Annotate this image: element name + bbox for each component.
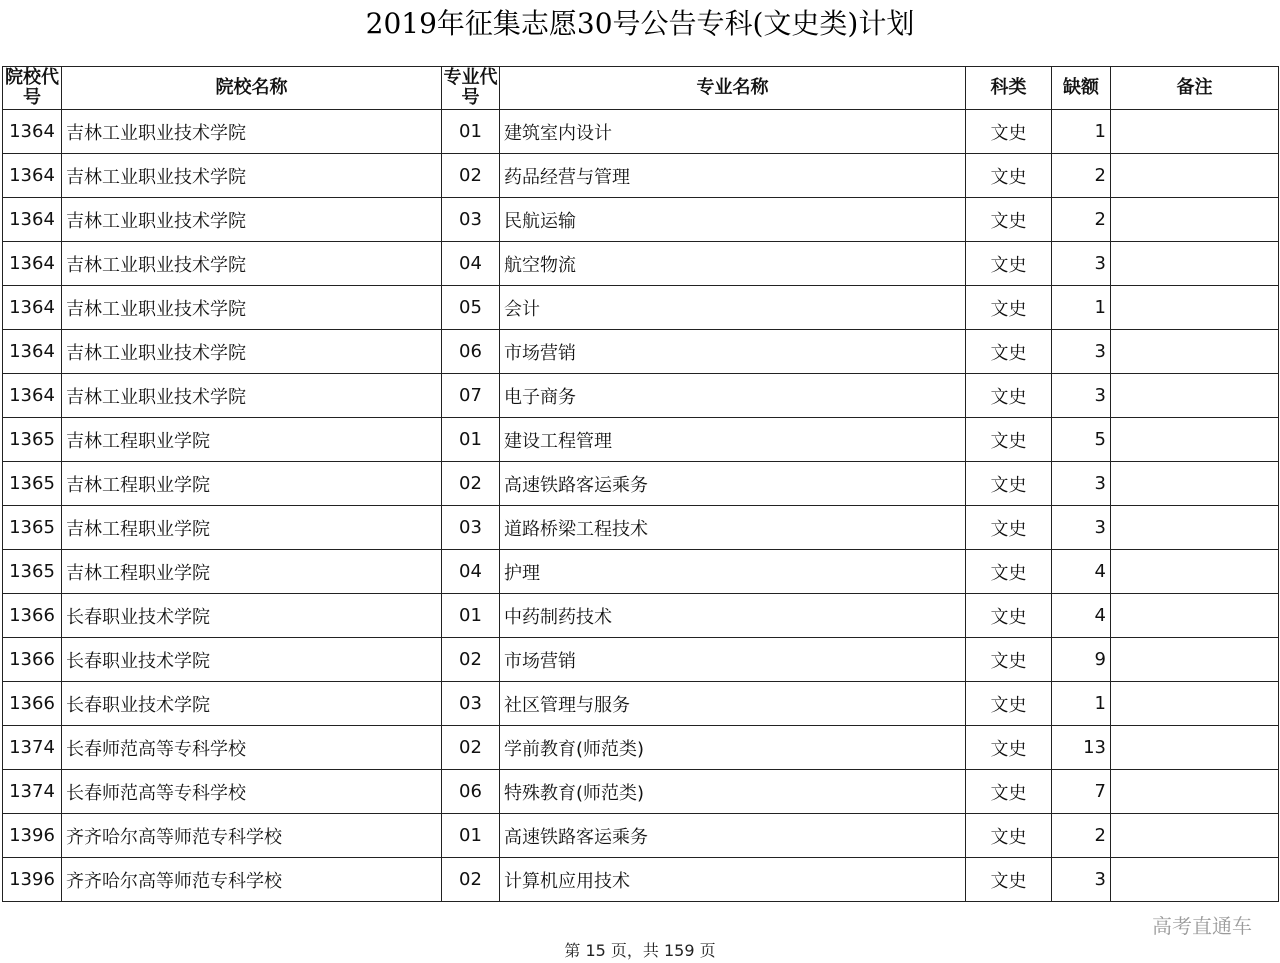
cell-school-name: 吉林工业职业技术学院 [62,374,442,418]
cell-school-code: 1366 [3,638,62,682]
cell-major-code: 01 [442,594,500,638]
cell-category: 文史 [966,726,1052,770]
page-footer: 第 15 页，共 159 页 [564,941,716,960]
cell-vacancy: 4 [1052,550,1111,594]
cell-remark [1111,594,1279,638]
cell-school-name: 吉林工业职业技术学院 [62,286,442,330]
table-row [3,154,1279,198]
cell-school-name: 吉林工程职业学院 [62,550,442,594]
cell-school-name: 吉林工业职业技术学院 [62,154,442,198]
header-major-code: 专业代号 [443,67,498,108]
cell-school-code: 1366 [3,594,62,638]
cell-school-code: 1364 [3,286,62,330]
cell-major-code: 02 [442,638,500,682]
watermark-text: 高考直通车 [1152,914,1252,938]
cell-school-code: 1364 [3,330,62,374]
header-vacancy: 缺额 [1052,67,1111,110]
cell-vacancy: 3 [1052,374,1111,418]
cell-vacancy: 9 [1052,638,1111,682]
cell-category: 文史 [966,594,1052,638]
table-row [3,330,1279,374]
cell-school-name: 齐齐哈尔高等师范专科学校 [62,814,442,858]
cell-school-code: 1366 [3,682,62,726]
cell-remark [1111,330,1279,374]
cell-remark [1111,418,1279,462]
cell-major-code: 02 [442,154,500,198]
cell-major-code: 03 [442,198,500,242]
cell-major-name: 民航运输 [500,198,966,242]
table-row [3,286,1279,330]
header-major-name: 专业名称 [500,67,966,110]
cell-remark [1111,770,1279,814]
cell-vacancy: 2 [1052,154,1111,198]
table-row [3,198,1279,242]
cell-vacancy: 2 [1052,198,1111,242]
cell-school-name: 吉林工业职业技术学院 [62,330,442,374]
cell-vacancy: 3 [1052,242,1111,286]
cell-vacancy: 2 [1052,814,1111,858]
cell-major-name: 市场营销 [500,638,966,682]
cell-major-code: 04 [442,550,500,594]
cell-vacancy: 4 [1052,594,1111,638]
cell-school-code: 1374 [3,770,62,814]
cell-major-name: 护理 [500,550,966,594]
cell-school-code: 1364 [3,198,62,242]
cell-category: 文史 [966,242,1052,286]
cell-school-code: 1396 [3,858,62,902]
cell-category: 文史 [966,462,1052,506]
cell-remark [1111,638,1279,682]
cell-major-code: 01 [442,814,500,858]
cell-category: 文史 [966,330,1052,374]
cell-category: 文史 [966,682,1052,726]
cell-school-code: 1365 [3,506,62,550]
table-row [3,726,1279,770]
cell-school-name: 齐齐哈尔高等师范专科学校 [62,858,442,902]
cell-remark [1111,726,1279,770]
cell-school-name: 吉林工业职业技术学院 [62,110,442,154]
cell-school-name: 长春师范高等专科学校 [62,726,442,770]
cell-remark [1111,814,1279,858]
table-row [3,638,1279,682]
cell-major-name: 药品经营与管理 [500,154,966,198]
cell-category: 文史 [966,638,1052,682]
cell-school-code: 1364 [3,154,62,198]
cell-school-code: 1396 [3,814,62,858]
cell-major-name: 道路桥梁工程技术 [500,506,966,550]
cell-category: 文史 [966,418,1052,462]
cell-remark [1111,198,1279,242]
cell-major-name: 会计 [500,286,966,330]
cell-category: 文史 [966,770,1052,814]
cell-school-name: 长春职业技术学院 [62,638,442,682]
table-row [3,374,1279,418]
table-row [3,110,1279,154]
cell-school-code: 1365 [3,462,62,506]
cell-major-code: 05 [442,286,500,330]
cell-remark [1111,154,1279,198]
cell-category: 文史 [966,198,1052,242]
cell-category: 文史 [966,154,1052,198]
cell-major-name: 建筑室内设计 [500,110,966,154]
table-row [3,550,1279,594]
table-row [3,242,1279,286]
cell-remark [1111,858,1279,902]
cell-school-name: 长春职业技术学院 [62,682,442,726]
cell-category: 文史 [966,110,1052,154]
cell-school-name: 长春职业技术学院 [62,594,442,638]
cell-major-name: 市场营销 [500,330,966,374]
cell-major-name: 特殊教育(师范类) [500,770,966,814]
header-category: 科类 [966,67,1052,110]
cell-school-code: 1364 [3,374,62,418]
table-row [3,462,1279,506]
cell-major-code: 04 [442,242,500,286]
cell-school-code: 1364 [3,110,62,154]
cell-major-code: 07 [442,374,500,418]
table-row [3,858,1279,902]
cell-major-name: 建设工程管理 [500,418,966,462]
cell-school-name: 长春师范高等专科学校 [62,770,442,814]
cell-school-code: 1374 [3,726,62,770]
table-row [3,418,1279,462]
cell-category: 文史 [966,858,1052,902]
cell-major-code: 03 [442,506,500,550]
cell-category: 文史 [966,814,1052,858]
enrollment-plan-table [2,66,1279,902]
cell-major-name: 电子商务 [500,374,966,418]
cell-vacancy: 7 [1052,770,1111,814]
cell-major-code: 01 [442,110,500,154]
cell-remark [1111,506,1279,550]
cell-school-code: 1365 [3,550,62,594]
cell-major-code: 02 [442,462,500,506]
cell-major-code: 01 [442,418,500,462]
table-row [3,506,1279,550]
cell-category: 文史 [966,374,1052,418]
document-title: 2019年征集志愿30号公告专科(文史类)计划 [365,7,915,40]
cell-vacancy: 3 [1052,462,1111,506]
table-row [3,682,1279,726]
cell-major-code: 06 [442,330,500,374]
cell-vacancy: 3 [1052,330,1111,374]
cell-remark [1111,110,1279,154]
cell-remark [1111,682,1279,726]
cell-major-name: 航空物流 [500,242,966,286]
cell-major-code: 06 [442,770,500,814]
table-header-row [3,67,1279,110]
cell-school-name: 吉林工业职业技术学院 [62,242,442,286]
cell-category: 文史 [966,506,1052,550]
cell-remark [1111,242,1279,286]
cell-vacancy: 5 [1052,418,1111,462]
cell-school-name: 吉林工程职业学院 [62,506,442,550]
cell-school-code: 1365 [3,418,62,462]
cell-school-name: 吉林工业职业技术学院 [62,198,442,242]
cell-remark [1111,550,1279,594]
cell-major-name: 社区管理与服务 [500,682,966,726]
cell-vacancy: 13 [1052,726,1111,770]
cell-school-name: 吉林工程职业学院 [62,418,442,462]
cell-vacancy: 3 [1052,858,1111,902]
cell-vacancy: 1 [1052,286,1111,330]
header-school-name: 院校名称 [62,67,442,110]
cell-major-code: 02 [442,858,500,902]
cell-major-code: 02 [442,726,500,770]
cell-remark [1111,286,1279,330]
table-row [3,594,1279,638]
cell-school-name: 吉林工程职业学院 [62,462,442,506]
cell-major-name: 学前教育(师范类) [500,726,966,770]
cell-remark [1111,374,1279,418]
cell-major-name: 高速铁路客运乘务 [500,814,966,858]
cell-vacancy: 1 [1052,682,1111,726]
cell-remark [1111,462,1279,506]
table-row [3,814,1279,858]
table-row [3,770,1279,814]
cell-category: 文史 [966,286,1052,330]
cell-school-code: 1364 [3,242,62,286]
cell-major-name: 高速铁路客运乘务 [500,462,966,506]
cell-major-name: 中药制药技术 [500,594,966,638]
cell-category: 文史 [966,550,1052,594]
header-remark: 备注 [1111,67,1279,110]
header-school-code: 院校代号 [3,67,62,110]
cell-major-name: 计算机应用技术 [500,858,966,902]
cell-vacancy: 1 [1052,110,1111,154]
cell-major-code: 03 [442,682,500,726]
cell-vacancy: 3 [1052,506,1111,550]
